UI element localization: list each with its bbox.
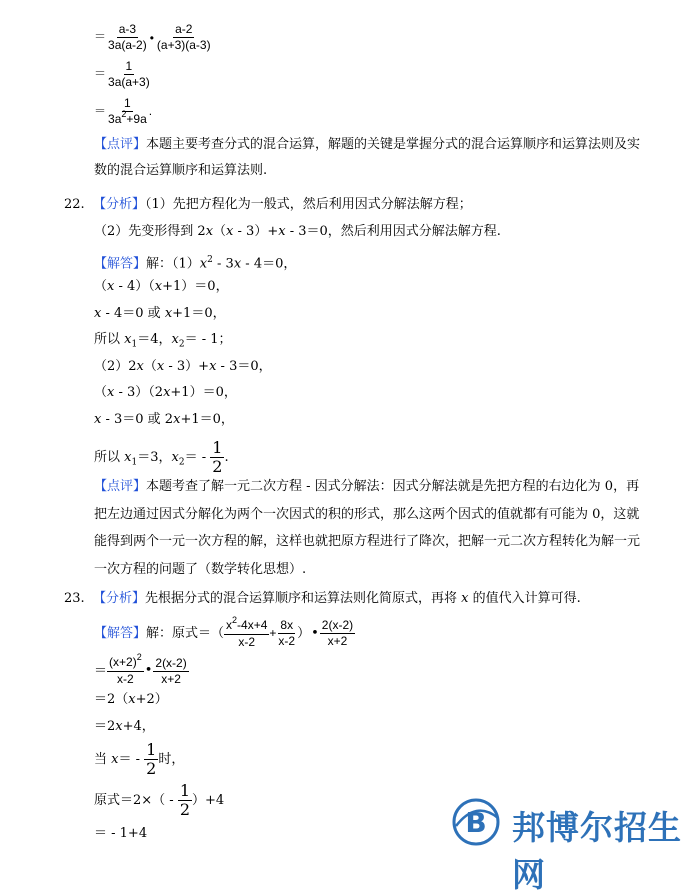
q23-analysis: 23. 【分析】先根据分式的混合运算顺序和运算法则化简原式，再将 x 的值代入计算可得. <box>64 591 581 606</box>
fraction: $\frac{x^2-4x+4}{x-2}$ <box>226 614 268 649</box>
q21-step2: ＝ $\frac{1}{3a(a+3)}$ <box>94 59 150 89</box>
q21-comment-line1: 【点评】本题主要考查分式的混合运算，解题的关键是掌握分式的混合运算顺序和运算法则及实 <box>94 137 641 152</box>
question-number: 22. <box>64 197 85 212</box>
comment-tag: 【点评】 <box>94 137 147 152</box>
solution-tag: 【解答】 <box>94 626 147 641</box>
q22-solution-line5: （2）2x（x - 3）+x - 3＝0， <box>94 359 272 374</box>
q22-analysis-line1: 22. 【分析】（1）先把方程化为一般式，然后利用因式分解法解方程； <box>64 197 472 212</box>
q22-solution-line3: x - 4＝0 或 x+1＝0， <box>94 306 226 321</box>
fraction: $\frac{1}{2}$ <box>212 438 223 476</box>
solution-tag: 【解答】 <box>94 256 147 272</box>
q22-solution-line6: （x - 3）（2x+1）＝0， <box>94 385 237 400</box>
q22-solution-line7: x - 3＝0 或 2x+1＝0， <box>94 412 234 427</box>
q21-step3: ＝ $\frac{1}{3a^2+9a}$ . <box>94 96 153 126</box>
q22-solution-line2: （x - 4）（x+1）＝0， <box>94 279 229 294</box>
q22-comment-line2: 把左边通过因式分解化为两个一次因式的积的形式，那么这两个因式的值就都有可能为 0，这就 <box>94 507 640 522</box>
q23-solution-line1: 【解答】解：原式＝（ $\frac{x^2-4x+4}{x-2}$ + $\frac{8x}{x-2}$ ）• $\frac{2(x-2)}{x+2}$ <box>94 614 354 649</box>
fraction: $\frac{1}{3a(a+3)}$ <box>108 59 150 89</box>
logo-b-icon <box>450 796 502 848</box>
q23-solution-line6: 原式＝2×（ - $\frac{1}{2}$ ）+4 <box>94 781 225 819</box>
site-logo <box>450 796 685 894</box>
q22-solution-line1: 【解答】解：$(1)x^2 - 3x - 4=0$， <box>94 255 297 272</box>
q23-solution-line3: ＝2（x+2） <box>94 692 168 707</box>
q21-step1: ＝ $\frac{a-3}{3a(a-2)}$ • $\frac{a-2}{(a+3)(a-3)}$ <box>94 22 211 52</box>
fraction: $\frac{1}{3a^2+9a}$ <box>108 96 147 126</box>
fraction: $\frac{a-2}{(a+3)(a-3)}$ <box>156 22 211 52</box>
q22-comment-line1: 【点评】本题考查了解一元二次方程 - 因式分解法：因式分解法就是先把方程的右边化为 0，再 <box>94 479 640 494</box>
logo-mark-letter: B <box>465 806 487 839</box>
fraction: $\frac{1}{2}$ <box>179 781 191 819</box>
fraction: $\frac{2(x-2)}{x+2}$ <box>321 618 354 648</box>
q22-comment-line4: 一次方程的问题了（数学转化思想）. <box>94 562 307 577</box>
fraction: $\frac{(x+2)^2}{x-2}$ <box>109 652 142 686</box>
fraction: $\frac{8x}{x-2}$ <box>278 618 296 648</box>
q21-comment-line2: 数的混合运算顺序和运算法则. <box>94 163 268 178</box>
q22-solution-line8: 所以 $x_1=3$，$x_2=$ - $\frac{1}{2}$ . <box>94 438 229 476</box>
analysis-tag: 【分析】 <box>92 197 145 212</box>
q23-solution-line2: ＝ $\frac{(x+2)^2}{x-2}$ • $\frac{2(x-2)}{x+2}$ <box>94 652 187 686</box>
logo-text: 邦博尔招生网 <box>512 808 682 894</box>
fraction: $\frac{2(x-2)}{x+2}$ <box>155 655 187 686</box>
q22-solution-line4: 所以 $x_1=4$，$x_2= - 1$； <box>94 332 232 350</box>
q23-solution-line4: ＝2x+4， <box>94 719 155 734</box>
fraction: $\frac{1}{2}$ <box>146 740 157 778</box>
q22-comment-line3: 能得到两个一元一次方程的解，这样也就把原方程进行了降次，把解一元二次方程转化为解一元 <box>94 534 641 549</box>
analysis-tag: 【分析】 <box>92 591 145 606</box>
comment-tag: 【点评】 <box>94 479 147 494</box>
q23-solution-line5: 当 x＝ - $\frac{1}{2}$ 时， <box>94 740 185 778</box>
q23-solution-line7: ＝ - 1+4 <box>94 826 148 841</box>
fraction: $\frac{a-3}{3a(a-2)}$ <box>108 22 147 52</box>
q22-analysis-line2: （2）先变形得到 2x（x - 3）+x - 3＝0，然后利用因式分解法解方程. <box>94 224 501 239</box>
question-number: 23. <box>64 591 85 606</box>
